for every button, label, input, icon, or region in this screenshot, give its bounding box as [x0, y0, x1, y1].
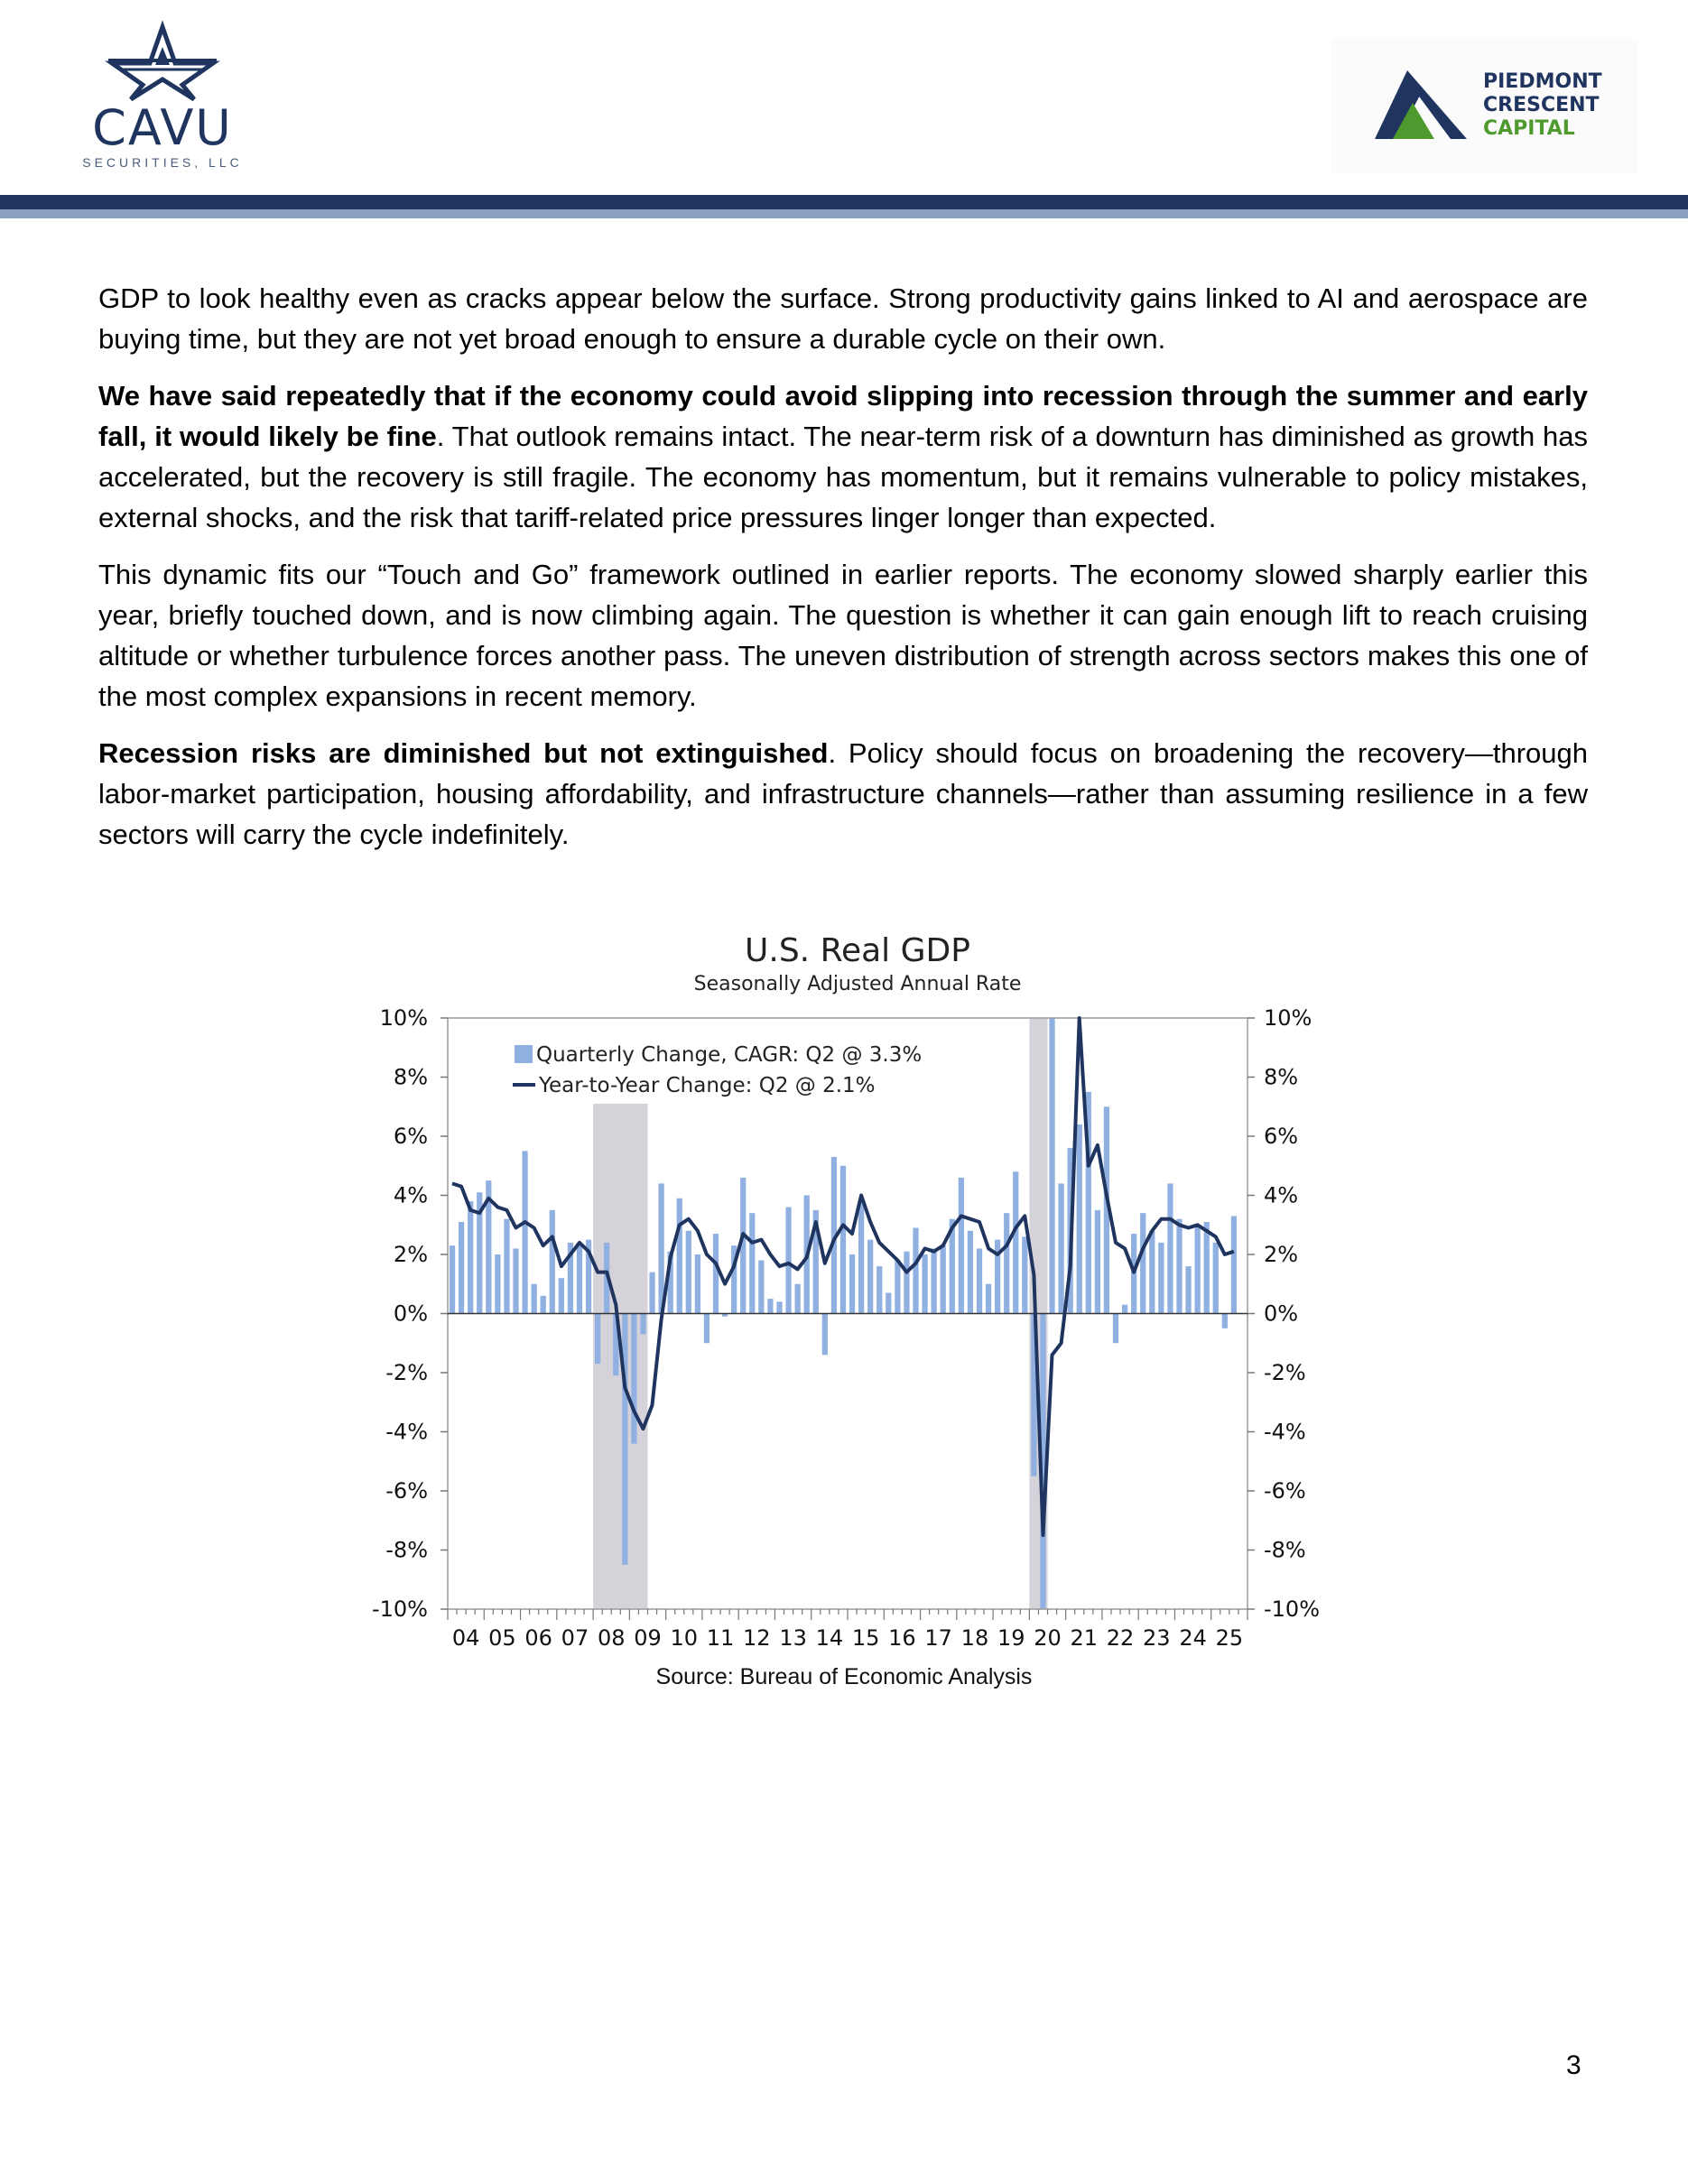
x-tick-label: 16: [888, 1625, 916, 1651]
quarterly-bar: [986, 1284, 991, 1314]
y-tick-label-right: -4%: [1264, 1419, 1306, 1445]
cavu-subtitle: SECURITIES, LLC: [82, 155, 243, 170]
quarterly-bar: [776, 1301, 782, 1313]
quarterly-bar: [867, 1240, 873, 1314]
x-tick-label: 22: [1106, 1625, 1135, 1651]
x-tick-label: 04: [451, 1625, 480, 1651]
quarterly-bar: [1222, 1314, 1228, 1328]
quarterly-bar: [686, 1231, 691, 1314]
quarterly-bar: [849, 1254, 855, 1314]
paragraph-2-text: . That outlook remains intact. The near-term risk of a downturn has diminished as growth has accelerated, but the recovery is still fragile. The economy has momentum, but it remains vulnerable to policy mistakes, external shocks, and the risk that tariff-related price pressures linger longer than expected.: [98, 421, 1588, 533]
quarterly-bar: [1013, 1171, 1018, 1313]
legend-label-line: Year-to-Year Change: Q2 @ 2.1%: [539, 1074, 876, 1097]
quarterly-bar: [822, 1314, 828, 1356]
quarterly-bar: [695, 1254, 700, 1314]
quarterly-bar: [550, 1210, 555, 1314]
y-tick-label-right: 10%: [1264, 1005, 1312, 1031]
piedmont-crescent-logo: [1331, 38, 1638, 173]
x-tick-label: 05: [488, 1625, 516, 1651]
quarterly-bar: [941, 1245, 946, 1313]
quarterly-bar: [595, 1314, 600, 1365]
quarterly-bar: [1058, 1183, 1063, 1313]
quarterly-bar: [1231, 1216, 1237, 1313]
page-header: [0, 0, 1688, 226]
quarterly-bar: [977, 1248, 982, 1313]
quarterly-bar: [876, 1266, 882, 1313]
y-tick-label: -10%: [371, 1596, 428, 1622]
quarterly-bar: [1149, 1231, 1155, 1314]
paragraph-3: [98, 554, 1588, 717]
x-tick-label: 06: [524, 1625, 552, 1651]
quarterly-bar: [713, 1234, 719, 1313]
quarterly-bar: [459, 1222, 464, 1314]
quarterly-bar: [1122, 1305, 1127, 1314]
quarterly-bar: [640, 1314, 645, 1335]
quarterly-bar: [795, 1284, 801, 1314]
chart-legend: [513, 1043, 922, 1097]
quarterly-bar: [1195, 1225, 1201, 1313]
y-tick-label: -8%: [385, 1537, 428, 1563]
quarterly-bar: [749, 1213, 755, 1313]
y-tick-label: -2%: [385, 1360, 428, 1385]
quarterly-bar: [1167, 1183, 1173, 1313]
quarterly-bar: [677, 1198, 682, 1314]
x-tick-label: 10: [670, 1625, 699, 1651]
y-tick-label: 0%: [393, 1300, 428, 1327]
paragraph-4-bold: Recession risks are diminished but not extinguished: [98, 737, 829, 769]
quarterly-bar: [1158, 1243, 1164, 1314]
legend-swatch-bars: [515, 1045, 533, 1063]
x-tick-label: 15: [851, 1625, 880, 1651]
x-tick-label: 19: [997, 1625, 1025, 1651]
quarterly-bar: [840, 1166, 846, 1314]
paragraph-2-bold: We have said repeatedly that if the economy could avoid slipping into recession through the summer and early fall, it would likely be fine: [98, 380, 1588, 452]
y-tick-label-right: 2%: [1264, 1242, 1299, 1267]
quarterly-bar: [1095, 1210, 1100, 1314]
y-tick-label-right: -8%: [1264, 1537, 1306, 1563]
y-tick-label: 8%: [393, 1064, 428, 1090]
quarterly-bar: [1004, 1213, 1009, 1313]
x-tick-label: 24: [1179, 1625, 1207, 1651]
quarterly-bar: [932, 1248, 937, 1313]
cavu-logo: [72, 20, 253, 173]
y-tick-label-right: 8%: [1264, 1064, 1299, 1090]
quarterly-bar: [468, 1201, 473, 1313]
quarterly-bar: [1049, 1018, 1054, 1314]
paragraph-2: [98, 375, 1588, 538]
quarterly-bar: [704, 1314, 710, 1344]
paragraph-1: [98, 278, 1588, 359]
mountain-icon: [1331, 38, 1476, 173]
quarterly-bar: [1113, 1314, 1118, 1344]
paragraph-1-text: GDP to look healthy even as cracks appear below the surface. Strong productivity gains linked to AI and aerospace are buying time, but they are not yet broad enough to ensure a durable cycle on their own.: [98, 282, 1588, 355]
x-tick-label: 12: [743, 1625, 771, 1651]
quarterly-bar: [785, 1208, 791, 1314]
quarterly-bar: [1077, 1124, 1082, 1314]
quarterly-bar: [1185, 1266, 1191, 1313]
y-tick-label: 4%: [393, 1182, 428, 1208]
x-tick-label: 20: [1034, 1625, 1062, 1651]
quarterly-bar: [622, 1314, 627, 1565]
quarterly-bar: [904, 1252, 909, 1314]
quarterly-bar: [522, 1151, 527, 1313]
quarterly-bar: [913, 1228, 918, 1314]
paragraph-4-text: . Policy should focus on broadening the recovery—through labor-market participation, housing affordability, and infrastructure channels—rather than assuming resilience in a few sectors will carry the cycle indefinitely.: [98, 737, 1588, 850]
gdp-chart-svg: [352, 921, 1345, 1661]
star-icon: [72, 20, 253, 101]
quarterly-bar: [541, 1296, 546, 1314]
logo-line-piedmont: PIEDMONT: [1483, 70, 1602, 93]
quarterly-bar: [532, 1284, 537, 1314]
x-tick-label: 11: [706, 1625, 735, 1651]
quarterly-bar: [1022, 1236, 1027, 1313]
quarterly-bar: [1213, 1243, 1219, 1314]
quarterly-bar: [1204, 1222, 1210, 1314]
x-tick-label: 23: [1143, 1625, 1171, 1651]
y-tick-label: 10%: [379, 1005, 428, 1031]
x-tick-label: 09: [634, 1625, 662, 1651]
paragraph-4: [98, 733, 1588, 855]
x-tick-label: 13: [779, 1625, 807, 1651]
chart-title: U.S. Real GDP: [745, 932, 970, 969]
header-rule-accent: [0, 209, 1688, 218]
chart-source: Source: Bureau of Economic Analysis: [655, 1664, 1033, 1689]
cavu-wordmark: CAVU: [92, 99, 233, 156]
quarterly-bar: [631, 1314, 636, 1444]
y-tick-label-right: -10%: [1264, 1596, 1321, 1622]
x-tick-label: 21: [1070, 1625, 1099, 1651]
y-tick-label-right: 6%: [1264, 1124, 1299, 1149]
y-tick-label: 6%: [393, 1124, 428, 1149]
logo-line-crescent: CRESCENT: [1483, 94, 1600, 116]
x-tick-label: 25: [1215, 1625, 1244, 1651]
header-rule: [0, 195, 1688, 209]
chart-axes: [372, 1005, 1320, 1651]
chart-subtitle: Seasonally Adjusted Annual Rate: [693, 973, 1022, 995]
y-tick-label-right: -6%: [1264, 1478, 1306, 1504]
x-tick-label: 14: [815, 1625, 844, 1651]
piedmont-crescent-wordmark: [1483, 70, 1602, 141]
logo-line-capital: CAPITAL: [1483, 117, 1575, 140]
x-tick-label: 07: [561, 1625, 589, 1651]
y-tick-label-right: 0%: [1264, 1300, 1299, 1327]
quarterly-bar: [858, 1201, 864, 1313]
quarterly-bar: [1176, 1219, 1182, 1314]
quarterly-bar: [649, 1272, 654, 1314]
quarterly-bar: [968, 1231, 973, 1314]
x-tick-label: 18: [960, 1625, 989, 1651]
y-tick-label: -4%: [385, 1419, 428, 1445]
y-tick-label-right: 4%: [1264, 1182, 1299, 1208]
gdp-chart: [352, 921, 1345, 1715]
quarterly-bar: [1140, 1213, 1145, 1313]
y-tick-label: -6%: [385, 1478, 428, 1504]
quarterly-bar: [577, 1245, 582, 1313]
legend-label-bars: Quarterly Change, CAGR: Q2 @ 3.3%: [536, 1043, 923, 1067]
quarterly-bar: [886, 1293, 891, 1314]
quarterly-bar: [559, 1278, 564, 1313]
paragraph-3-text: This dynamic fits our “Touch and Go” framework outlined in earlier reports. The economy slowed sharply earlier this year, briefly touched down, and is now climbing again. The question is whether it can gain enough lift to reach cruising altitude or whether turbulence forces another pass. The uneven distribution of strength across sectors makes this one of the most complex expansions in recent memory.: [98, 559, 1588, 712]
quarterly-bar: [895, 1261, 900, 1314]
quarterly-bar: [504, 1219, 509, 1314]
page-number: 3: [1566, 2050, 1581, 2080]
quarterly-bar: [922, 1254, 927, 1314]
quarterly-bar: [513, 1248, 518, 1313]
x-tick-label: 08: [597, 1625, 626, 1651]
quarterly-bar: [767, 1299, 773, 1313]
y-tick-label: 2%: [393, 1242, 428, 1267]
quarterly-bar: [495, 1254, 500, 1314]
quarterly-bar: [450, 1245, 455, 1313]
quarterly-bar: [959, 1178, 964, 1314]
x-tick-label: 17: [924, 1625, 952, 1651]
quarterly-bar: [758, 1261, 764, 1314]
body-text: [98, 278, 1588, 871]
y-tick-label-right: -2%: [1264, 1360, 1306, 1385]
